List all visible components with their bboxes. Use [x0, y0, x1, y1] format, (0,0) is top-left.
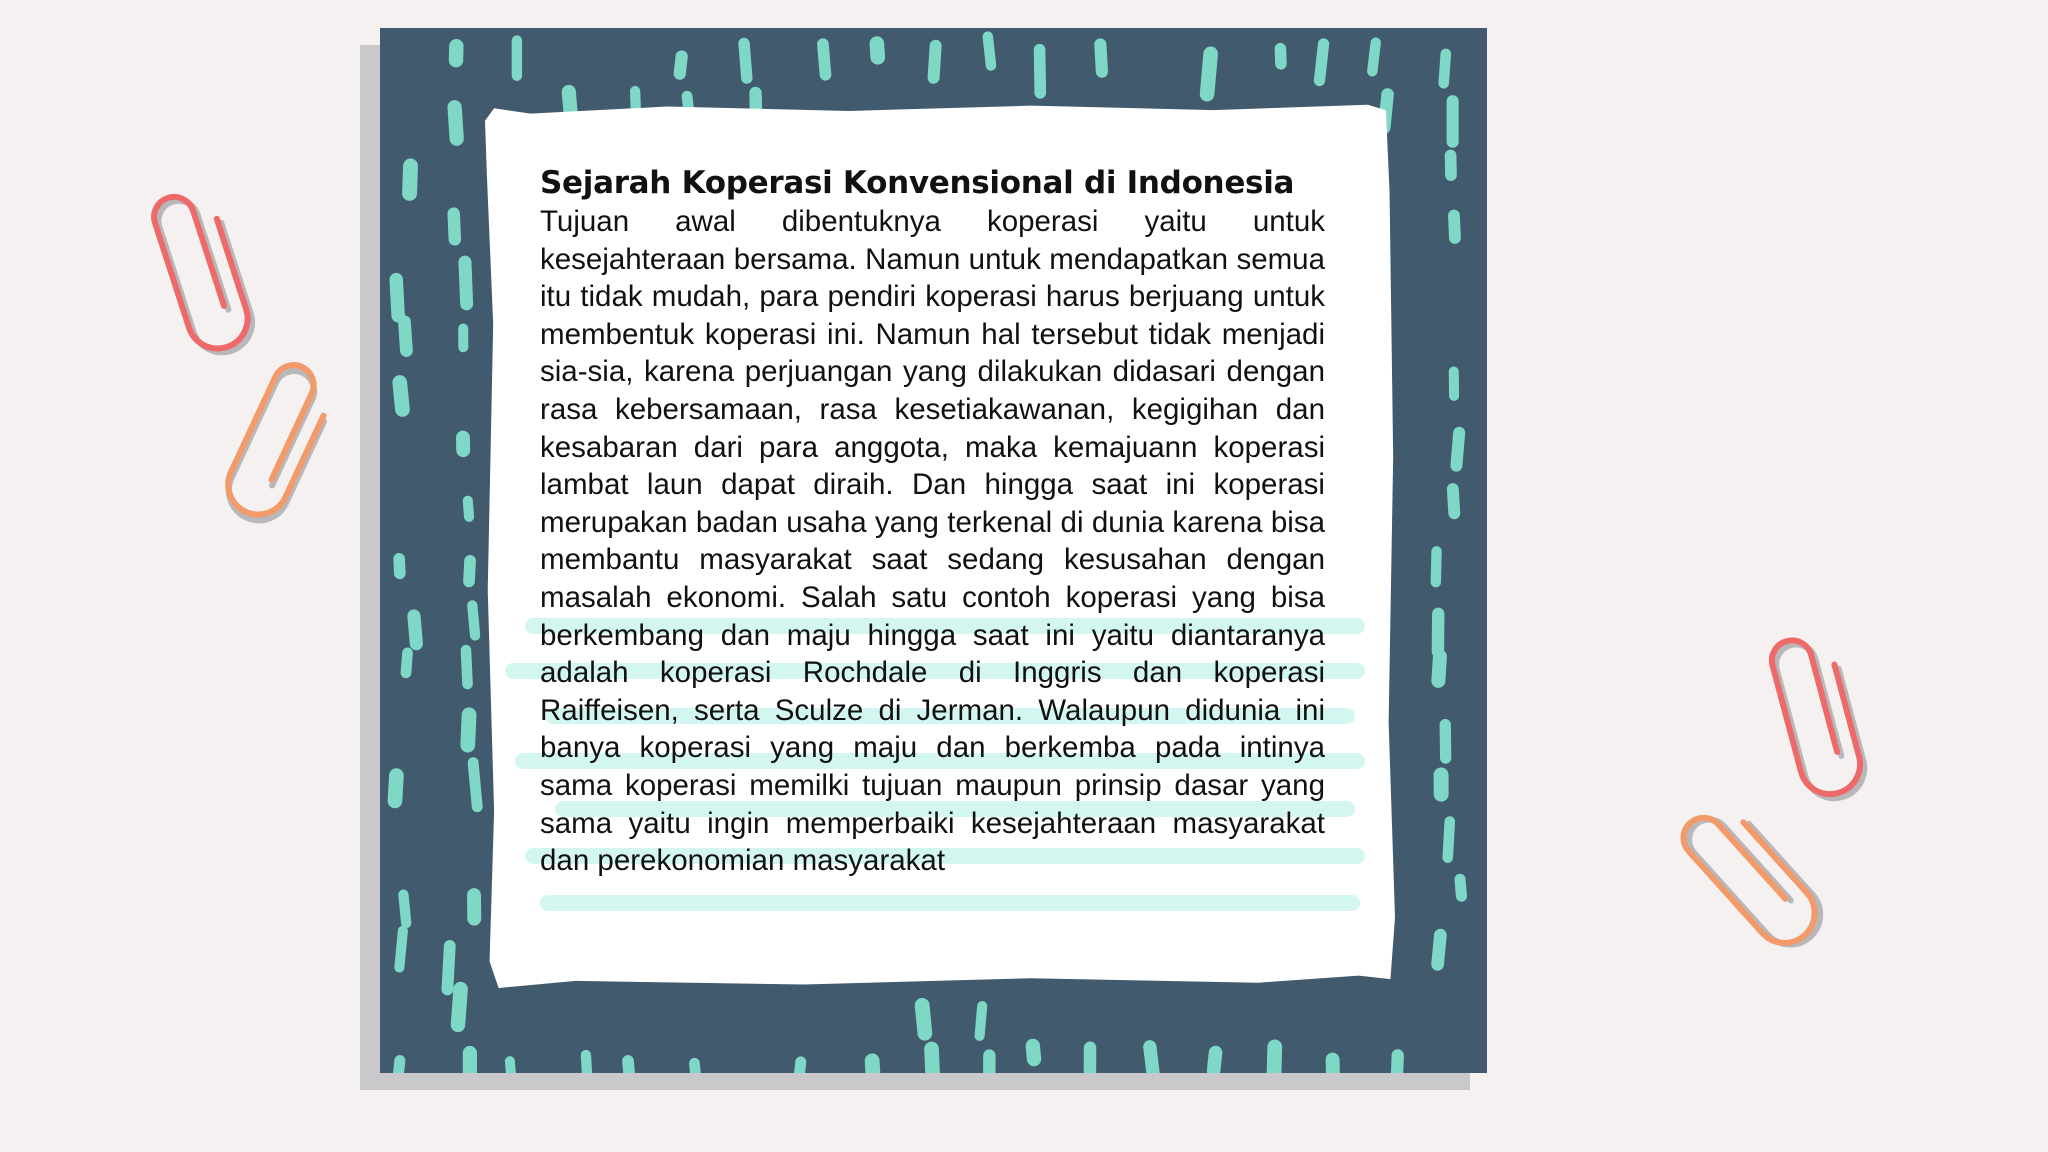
dash-mark	[1447, 95, 1459, 148]
dash-mark	[467, 888, 481, 926]
dash-mark	[463, 1046, 477, 1073]
dash-mark	[447, 100, 464, 147]
dash-mark	[738, 37, 753, 84]
document-content	[540, 163, 1325, 880]
dash-mark	[581, 1050, 594, 1073]
dash-mark	[1431, 928, 1448, 971]
dash-mark	[1434, 767, 1449, 801]
dash-mark	[1438, 48, 1451, 89]
dash-mark	[1266, 1039, 1282, 1073]
dash-mark	[864, 1053, 882, 1073]
dash-mark	[1142, 1039, 1162, 1073]
dash-mark	[398, 315, 414, 357]
dash-mark	[1313, 38, 1330, 87]
dash-mark	[393, 553, 406, 580]
dash-mark	[387, 768, 404, 809]
highlight-stroke	[540, 895, 1360, 911]
dash-mark	[398, 889, 412, 929]
document-body: Tujuan awal dibentuknya koperasi yaitu untuk kesejahteraan bersama. Namun untuk mendapatkan semua itu tidak mudah, para pendiri koperasi harus berjuang untuk membentuk koperasi ini. Namun hal tersebut tidak menjadi sia-sia, karena perjuangan yang dilakukan didasari dengan rasa kebersamaan, rasa kesetiakawanan, kegigihan dan kesabaran dari para anggota, maka kemajuann koperasi lambat laun dapat diraih. Dan hingga saat ini koperasi merupakan badan usaha yang terkenal di dunia karena bisa membantu masyarakat saat sedang kesusahan dengan masalah ekonomi. Salah satu contoh koperasi yang bisa berkembang dan maju hingga saat ini yaitu diantaranya adalah koperasi Rochdale di Inggris dan koperasi Raiffeisen, serta Sculze di Jerman. Walaupun didunia ini banya koperasi yang maju dan berkemba pada intinya sama koperasi memilki tujuan maupun prinsip dasar yang sama yaitu ingin memperbaiki kesejahteraan masyarakat dan perekonomian masyarakat	[540, 205, 1325, 878]
dash-mark	[982, 31, 997, 71]
dash-mark	[1448, 209, 1461, 244]
dash-mark	[467, 600, 481, 641]
dash-mark	[458, 323, 468, 352]
dash-mark	[1431, 649, 1447, 688]
dash-mark	[460, 707, 477, 753]
dash-mark	[927, 39, 942, 84]
dash-mark	[1025, 1038, 1042, 1067]
dash-mark	[1454, 873, 1467, 902]
paperclip-icon	[215, 350, 345, 540]
dash-mark	[1447, 483, 1461, 520]
paperclip-icon	[1665, 780, 1835, 960]
dash-mark	[869, 36, 885, 65]
dash-mark	[400, 647, 413, 679]
dash-mark	[389, 1055, 406, 1074]
dash-mark	[456, 430, 470, 457]
dash-mark	[983, 1049, 996, 1073]
dash-mark	[512, 35, 522, 81]
dash-mark	[460, 645, 473, 690]
dash-mark	[402, 158, 418, 201]
dash-mark	[974, 1001, 988, 1042]
dash-mark	[1034, 44, 1046, 99]
dash-mark	[673, 50, 688, 81]
dash-mark	[392, 374, 411, 417]
dash-mark	[1274, 43, 1287, 70]
dash-mark	[1366, 37, 1381, 77]
dash-mark	[505, 1056, 518, 1073]
dash-mark	[1445, 149, 1457, 181]
dash-mark	[462, 495, 474, 522]
dash-mark	[1094, 38, 1108, 78]
dash-mark	[1084, 1042, 1097, 1074]
dash-mark	[924, 1041, 940, 1073]
dash-mark	[1442, 816, 1455, 863]
dash-mark	[394, 925, 408, 973]
dash-mark	[1326, 1053, 1340, 1073]
dash-mark	[622, 1055, 636, 1073]
dash-mark	[1206, 1045, 1223, 1073]
dash-mark	[792, 1056, 807, 1073]
dash-mark	[1391, 1049, 1404, 1073]
dash-mark	[1440, 719, 1452, 764]
dash-mark	[447, 207, 461, 246]
dash-mark	[407, 609, 424, 651]
dash-mark	[463, 555, 476, 588]
dash-mark	[458, 255, 473, 310]
dash-mark	[689, 1057, 702, 1073]
dash-mark	[1430, 546, 1441, 588]
dash-mark	[467, 757, 483, 813]
dash-mark	[449, 39, 464, 68]
dash-mark	[817, 38, 832, 81]
dash-mark	[389, 272, 405, 322]
dash-mark	[1450, 426, 1466, 472]
dash-mark	[914, 997, 933, 1041]
dash-mark	[1449, 366, 1459, 401]
document-title: Sejarah Koperasi Konvensional di Indonesia	[540, 165, 1295, 201]
paperclip-icon	[150, 170, 260, 370]
dash-mark	[1199, 46, 1218, 102]
